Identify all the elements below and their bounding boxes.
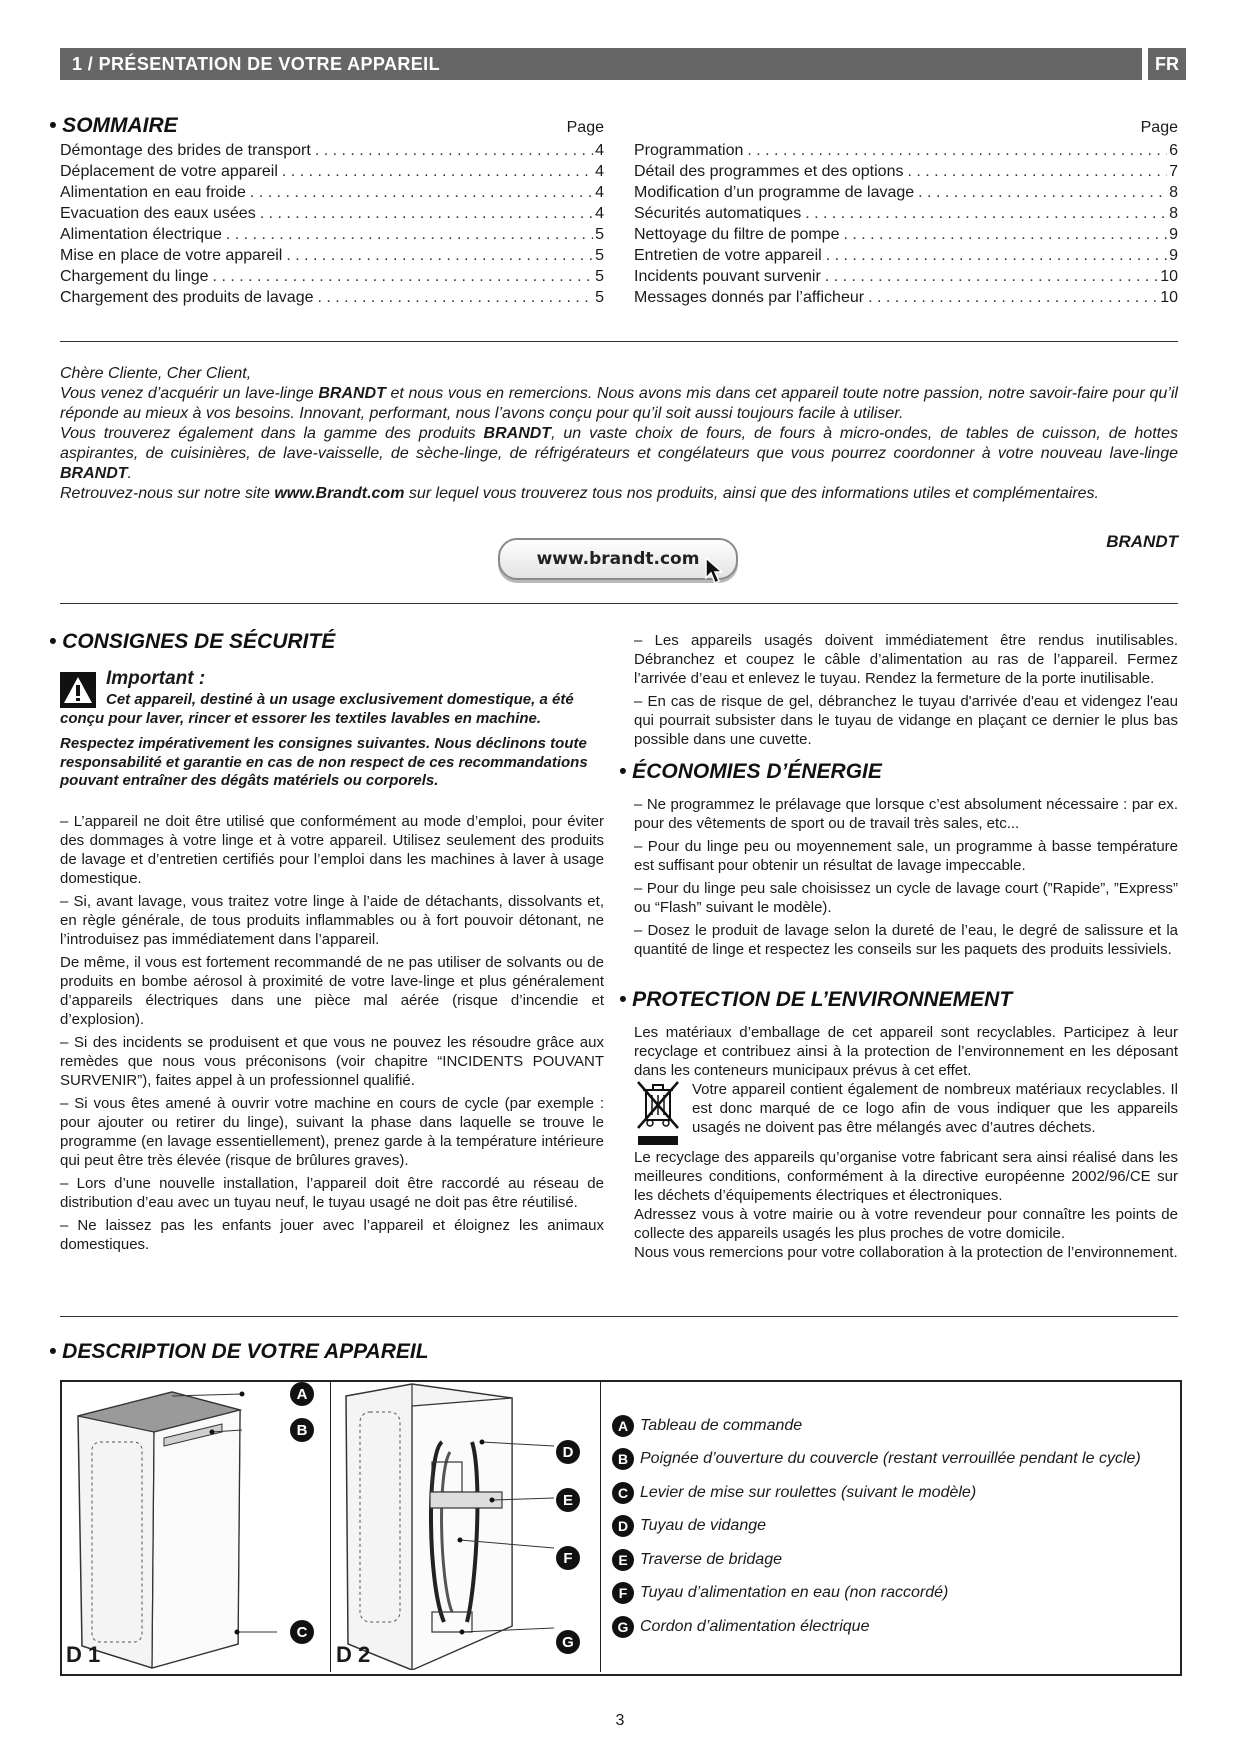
toc-entry-label: Chargement des produits de lavage: [60, 287, 318, 308]
legend-item: [612, 1510, 1172, 1544]
drawing-label-d2: D 2: [336, 1642, 371, 1667]
environment-paragraph: Nous vous remercions pour votre collaboration à la protection de l’environnement.: [634, 1244, 1178, 1261]
toc-entry[interactable]: [634, 161, 1178, 182]
intro-greeting: Chère Cliente, Cher Client,: [60, 365, 252, 382]
website-button[interactable]: www.brandt.com: [498, 538, 738, 580]
safety-item: – Lors d’une nouvelle installation, l’appareil doit être raccordé au réseau de distribution d’eau avec un tuyau neuf, le tuyau usagé ne doit pas être réutilisé.: [60, 1175, 604, 1211]
toc-entry-page: 5: [595, 226, 604, 243]
toc-leader: [286, 245, 593, 266]
safety-warning: Respectez impérativement les consignes suivantes. Nous déclinons toute responsabilité et garantie en cas de non respect de ces recommandations pouvant entraîner des dégâts matériels ou corporels.: [60, 735, 588, 789]
divider: [60, 603, 1178, 604]
toc-entry-page: 10: [1160, 268, 1178, 285]
safety-item: – Si des incidents se produisent et que vous ne pouvez les résoudre grâce aux remèdes que nous vous préconisons (voir chapitre “INCIDENTS POUVANT SURVENIR”), faites appel à un professionnel qualifié.: [60, 1034, 604, 1089]
safety-item: – Ne laissez pas les enfants jouer avec l’appareil et éloignez les animaux domestiques.: [60, 1217, 604, 1253]
legend-text: Levier de mise sur roulettes (suivant le modèle): [640, 1483, 977, 1501]
energy-item: – Dosez le produit de lavage selon la dureté de l’eau, le degré de salissure et la quantité de linge et respectez les conseils sur les paquets des produits lessiviels.: [634, 922, 1178, 958]
toc-entry[interactable]: [634, 287, 1178, 308]
environment-paragraph: Les matériaux d’emballage de cet appareil sont recyclables. Participez à leur recyclage et contribuez ainsi à la protection de l’environnement en les déposant dans les conteneurs municipaux prévus à cet effet.: [634, 1024, 1178, 1079]
legend-text: Poignée d’ouverture du couvercle (restant verrouillée pendant le cycle): [640, 1450, 1141, 1468]
page-title: 1 / PRÉSENTATION DE VOTRE APPAREIL: [72, 54, 440, 74]
toc-entry-label: Evacuation des eaux usées: [60, 203, 260, 224]
toc-entry[interactable]: [634, 224, 1178, 245]
callout-b: B: [290, 1418, 314, 1442]
safety-item: De même, il vous est fortement recommandé de ne pas utiliser de solvants ou de produits en bombe aérosol à proximité de votre lave-linge et plus généralement d’appareils électriques dans une pièce mal aérée (risque d’incendie et d’explosion).: [60, 954, 604, 1028]
cursor-icon: [704, 556, 726, 586]
toc-leader: [907, 161, 1167, 182]
legend-item: [612, 1409, 1172, 1443]
toc-entry[interactable]: [60, 245, 604, 266]
legend-key: F: [612, 1582, 634, 1604]
toc-entry-page: 7: [1169, 163, 1178, 180]
panel-divider: [330, 1382, 331, 1672]
toc-entry[interactable]: [634, 182, 1178, 203]
intro-letter: [60, 364, 1178, 504]
divider: [60, 341, 1178, 342]
toc-left: [60, 140, 604, 308]
toc-entry-page: 4: [595, 163, 604, 180]
toc-entry-page: 8: [1169, 205, 1178, 222]
intro-paragraph-1: Vous venez d’acquérir un lave-linge BRANDT et nous vous en remercions. Nous avons mis dans cet appareil toute notre passion, notre savoir-faire pour qu’il réponde au mieux à vos besoins. Innovant, performant, nous l’avons conçu pour qu’il soit aussi toujours facile à utiliser.: [60, 385, 1178, 422]
callout-f: F: [556, 1546, 580, 1570]
summary-title: • SOMMAIRE: [49, 114, 178, 137]
callout-d: D: [556, 1440, 580, 1464]
toc-leader: [826, 245, 1167, 266]
toc-leader: [843, 224, 1167, 245]
safety-list-continued: [634, 631, 1178, 753]
parts-legend: [612, 1409, 1172, 1644]
toc-entry-page: 5: [595, 247, 604, 264]
toc-leader: [918, 182, 1167, 203]
toc-leader: [282, 161, 593, 182]
toc-entry-label: Sécurités automatiques: [634, 203, 805, 224]
environment-text: [634, 1023, 1178, 1262]
safety-title: • CONSIGNES DE SÉCURITÉ: [49, 630, 336, 653]
safety-item: – Les appareils usagés doivent immédiatement être rendus inutilisables. Débranchez et coupez le câble d’alimentation au ras de l’appareil. Fermez l’arrivée d’eau et enlevez le tuyau. Rendez la fermeture de la porte inutilisable.: [634, 632, 1178, 687]
legend-item: [612, 1476, 1172, 1510]
toc-leader: [250, 182, 593, 203]
toc-entry[interactable]: [60, 287, 604, 308]
language-badge: FR: [1148, 48, 1186, 80]
energy-item: – Ne programmez le prélavage que lorsque c’est absolument nécessaire : par ex. pour des vêtements de sport ou de travail très sales, etc...: [634, 796, 1178, 832]
toc-entry-label: Nettoyage du filtre de pompe: [634, 224, 843, 245]
toc-entry[interactable]: [60, 266, 604, 287]
toc-entry-page: 9: [1169, 247, 1178, 264]
legend-item: [612, 1577, 1172, 1611]
intro-paragraph-3: Retrouvez-nous sur notre site www.Brandt.com sur lequel vous trouverez tous nos produits, ainsi que des informations utiles et complémentaires.: [60, 485, 1099, 502]
safety-list: [60, 812, 604, 1258]
environment-paragraph: Votre appareil contient également de nombreux matériaux recyclables. Il est donc marqué de ce logo afin de vous indiquer que les appareils usagés ne doivent pas être mélangés avec d’autres déchets.: [692, 1081, 1178, 1136]
callout-c: C: [290, 1620, 314, 1644]
environment-title: • PROTECTION DE L’ENVIRONNEMENT: [619, 988, 1013, 1011]
toc-entry-label: Chargement du linge: [60, 266, 213, 287]
toc-entry-label: Incidents pouvant survenir: [634, 266, 825, 287]
legend-item: [612, 1543, 1172, 1577]
toc-entry-page: 10: [1160, 289, 1178, 306]
legend-key: G: [612, 1616, 634, 1638]
energy-title: • ÉCONOMIES D’ÉNERGIE: [619, 760, 882, 783]
toc-entry-page: 4: [595, 184, 604, 201]
safety-item: – Si vous êtes amené à ouvrir votre machine en cours de cycle (par exemple : pour ajouter ou retirer du linge), suivant la phase dans laquelle se trouve le programme (en lavage essentiellement), prenez garde à la température intérieure qui peut être très élevée (risque de brûlures graves).: [60, 1095, 604, 1169]
legend-key: A: [612, 1415, 634, 1437]
toc-entry[interactable]: [634, 140, 1178, 161]
environment-paragraph: Le recyclage des appareils qu’organise votre fabricant sera ainsi réalisé dans les meilleures conditions, conformément à la directive européenne 2002/96/CE sur les déchets d’équipements électriques et électroniques.: [634, 1149, 1178, 1204]
toc-entry-label: Messages donnés par l’afficheur: [634, 287, 868, 308]
energy-item: – Pour du linge peu ou moyennement sale, un programme à basse température est suffisant pour obtenir un résultat de lavage impeccable.: [634, 838, 1178, 874]
toc-entry[interactable]: [60, 161, 604, 182]
toc-entry-page: 8: [1169, 184, 1178, 201]
toc-entry-label: Alimentation en eau froide: [60, 182, 250, 203]
toc-entry[interactable]: [60, 224, 604, 245]
legend-text: Traverse de bridage: [640, 1550, 782, 1568]
toc-entry-label: Modification d’un programme de lavage: [634, 182, 918, 203]
safety-item: – En cas de risque de gel, débranchez le tuyau d'arrivée d'eau et videngez l'eau qui pourrait subsister dans le tuyau de vidange en plaçant ce dernier le plus bas possible dans une cuvette.: [634, 693, 1178, 748]
appliance-back-drawing: [332, 1382, 600, 1670]
legend-key: E: [612, 1549, 634, 1571]
description-title: • DESCRIPTION DE VOTRE APPAREIL: [49, 1340, 429, 1363]
toc-leader: [213, 266, 594, 287]
toc-leader: [825, 266, 1158, 287]
important-text: Cet appareil, destiné à un usage exclusivement domestique, a été conçu pour laver, rincer et essorer les textiles lavables en machine.: [60, 691, 574, 727]
legend-item: [612, 1443, 1172, 1477]
toc-entry[interactable]: [60, 203, 604, 224]
toc-entry-page: 4: [595, 205, 604, 222]
toc-entry-label: Programmation: [634, 140, 747, 161]
toc-entry-page: 4: [595, 142, 604, 159]
environment-paragraph: Adressez vous à votre mairie ou à votre revendeur pour connaître les points de collecte des appareils usagés les plus proches de votre domicile.: [634, 1206, 1178, 1242]
toc-entry[interactable]: [634, 203, 1178, 224]
legend-item: [612, 1610, 1172, 1644]
page-number: 3: [615, 1712, 625, 1729]
legend-text: Tuyau d’alimentation en eau (non raccordé): [640, 1584, 949, 1602]
toc-entry-label: Mise en place de votre appareil: [60, 245, 286, 266]
toc-entry-page: 6: [1169, 142, 1178, 159]
summary-page-label-left: Page: [566, 119, 604, 136]
safety-item: – L’appareil ne doit être utilisé que conformément au mode d’emploi, pour éviter des dommages à votre linge et à votre appareil. Utilisez seulement des produits de lavage et d’entretien certifiés pour l’emploi dans les machines à laver à usage domestique.: [60, 813, 604, 887]
legend-text: Tuyau de vidange: [640, 1517, 767, 1535]
signature: BRANDT: [1106, 532, 1178, 551]
toc-leader: [226, 224, 593, 245]
legend-key: D: [612, 1515, 634, 1537]
toc-entry-page: 5: [595, 289, 604, 306]
toc-entry[interactable]: [634, 245, 1178, 266]
toc-leader: [315, 140, 593, 161]
toc-leader: [805, 203, 1167, 224]
toc-entry[interactable]: [634, 266, 1178, 287]
toc-entry-label: Détail des programmes et des options: [634, 161, 907, 182]
toc-entry-page: 9: [1169, 226, 1178, 243]
callout-g: G: [556, 1630, 580, 1654]
toc-entry-label: Alimentation électrique: [60, 224, 226, 245]
legend-key: C: [612, 1482, 634, 1504]
toc-leader: [747, 140, 1167, 161]
summary-page-label-right: Page: [1140, 119, 1178, 136]
callout-e: E: [556, 1488, 580, 1512]
legend-key: B: [612, 1448, 634, 1470]
legend-text: Tableau de commande: [640, 1416, 803, 1434]
energy-list: [634, 795, 1178, 963]
toc-entry[interactable]: [60, 140, 604, 161]
toc-leader: [318, 287, 594, 308]
toc-entry-label: Déplacement de votre appareil: [60, 161, 282, 182]
toc-leader: [260, 203, 593, 224]
energy-item: – Pour du linge peu sale choisissez un cycle de lavage court (”Rapide”, ”Express” ou “Flash” suivant le modèle).: [634, 880, 1178, 916]
safety-item: – Si, avant lavage, vous traitez votre linge à l’aide de détachants, dissolvants et, en règle générale, de tous produits inflammables ou à fort pouvoir détonant, ne l’introduisez pas immédiatement dans l’appareil.: [60, 893, 604, 948]
toc-entry-label: Démontage des brides de transport: [60, 140, 315, 161]
callout-a: A: [290, 1382, 314, 1406]
toc-right: [634, 140, 1178, 308]
toc-entry-page: 5: [595, 268, 604, 285]
legend-text: Cordon d’alimentation électrique: [640, 1617, 870, 1635]
toc-entry-label: Entretien de votre appareil: [634, 245, 826, 266]
toc-leader: [868, 287, 1158, 308]
divider: [60, 1316, 1178, 1317]
important-title: Important :: [106, 668, 206, 689]
panel-divider: [600, 1382, 601, 1672]
weee-block: [634, 1080, 1178, 1148]
toc-entry[interactable]: [60, 182, 604, 203]
drawing-label-d1: D 1: [66, 1642, 101, 1667]
weee-bin-icon: [634, 1080, 686, 1148]
intro-paragraph-2: Vous trouverez également dans la gamme des produits BRANDT, un vaste choix de fours, de fours à micro-ondes, de tables de cuisson, de hottes aspirantes, de cuisinières, de lave-vaisselle, de sèche-linge, de réfrigérateurs et congélateurs que vous pourrez coordonner à votre nouveau lave-linge BRANDT.: [60, 425, 1178, 482]
